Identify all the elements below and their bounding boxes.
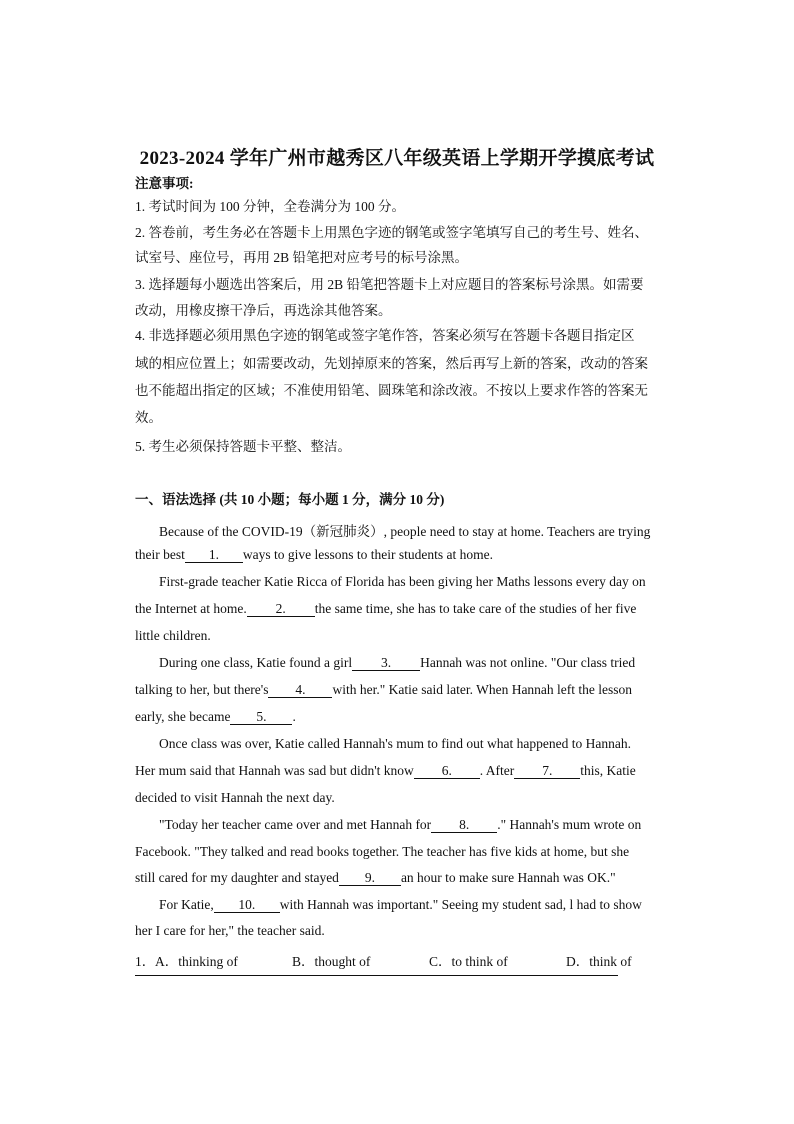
question-1-options bbox=[135, 950, 632, 970]
passage-line: their best 1. ways to give lessons to their students at home. bbox=[135, 547, 493, 562]
passage-line: little children. bbox=[135, 628, 211, 643]
blank-10: 10. bbox=[214, 898, 280, 913]
option-b[interactable]: B．thought of bbox=[292, 954, 371, 969]
option-a[interactable]: A．thinking of bbox=[155, 954, 238, 969]
question-number: 1． bbox=[135, 954, 156, 969]
passage-line: Facebook. "They talked and read books together. The teacher has five kids at home, but she bbox=[135, 844, 630, 859]
passage-line: still cared for my daughter and stayed 9. an hour to make sure Hannah was OK." bbox=[135, 870, 616, 885]
blank-6: 6. bbox=[414, 764, 480, 779]
exam-title: 2023-2024 学年广州市越秀区八年级英语上学期开学摸底考试 bbox=[139, 148, 655, 169]
note-line: 1. 考试时间为 100 分钟，全卷满分为 100 分。 bbox=[135, 199, 405, 214]
passage-line: early, she became 5. . bbox=[135, 709, 296, 724]
passage-line: her I care for her," the teacher said. bbox=[135, 923, 325, 938]
passage-line: Once class was over, Katie called Hannah's mum to find out what happened to Hannah. bbox=[159, 736, 631, 751]
note-line: 3. 选择题每小题选出答案后，用 2B 铅笔把答题卡上对应题目的答案标号涂黑。如需要 bbox=[135, 277, 644, 292]
passage-line: First-grade teacher Katie Ricca of Florida has been giving her Maths lessons every day on bbox=[159, 574, 646, 589]
blank-9: 9. bbox=[339, 871, 401, 886]
blank-8: 8. bbox=[431, 818, 497, 833]
option-c[interactable]: C．to think of bbox=[429, 954, 508, 969]
note-line: 5. 考生必须保持答题卡平整、整洁。 bbox=[135, 439, 351, 454]
passage-line: talking to her, but there's 4. with her." Katie said later. When Hannah left the lesson bbox=[135, 682, 633, 697]
option-d[interactable]: D．think of bbox=[566, 954, 632, 969]
note-line: 2. 答卷前，考生务必在答题卡上用黑色字迹的钢笔或签字笔填写自己的考生号、姓名、 bbox=[135, 225, 648, 240]
passage-line: Her mum said that Hannah was sad but didn't know 6. . After 7. this, Katie bbox=[135, 763, 636, 778]
passage-line: During one class, Katie found a girl 3. Hannah was not online. "Our class tried bbox=[159, 655, 636, 670]
notes-heading: 注意事项: bbox=[135, 176, 194, 191]
passage-line: For Katie, 10. with Hannah was important." Seeing my student sad, l had to show bbox=[159, 897, 642, 912]
divider-line bbox=[135, 975, 618, 976]
blank-5: 5. bbox=[230, 710, 292, 725]
note-line: 试室号、座位号，再用 2B 铅笔把对应考号的标号涂黑。 bbox=[135, 250, 469, 265]
section-heading: 一、语法选择 (共 10 小题；每小题 1 分，满分 10 分) bbox=[135, 492, 445, 507]
blank-4: 4. bbox=[268, 683, 332, 698]
note-line: 改动，用橡皮擦干净后，再选涂其他答案。 bbox=[135, 303, 392, 318]
blank-3: 3. bbox=[352, 656, 420, 671]
note-line: 域的相应位置上；如需要改动，先划掉原来的答案，然后再写上新的答案，改动的答案 bbox=[135, 356, 648, 371]
blank-2: 2. bbox=[247, 602, 315, 617]
passage-line: "Today her teacher came over and met Hannah for 8. ." Hannah's mum wrote on bbox=[159, 817, 642, 832]
passage-line: Because of the COVID-19（新冠肺炎）, people need to stay at home. Teachers are trying bbox=[159, 524, 651, 539]
passage-line: the Internet at home. 2. the same time, she has to take care of the studies of her five bbox=[135, 601, 637, 616]
note-line: 效。 bbox=[135, 410, 162, 425]
note-line: 也不能超出指定的区域；不准使用铅笔、圆珠笔和涂改液。不按以上要求作答的答案无 bbox=[135, 383, 648, 398]
blank-7: 7. bbox=[514, 764, 580, 779]
passage-line: decided to visit Hannah the next day. bbox=[135, 790, 335, 805]
blank-1: 1. bbox=[185, 548, 243, 563]
note-line: 4. 非选择题必须用黑色字迹的钢笔或签字笔作答，答案必须写在答题卡各题目指定区 bbox=[135, 328, 635, 343]
